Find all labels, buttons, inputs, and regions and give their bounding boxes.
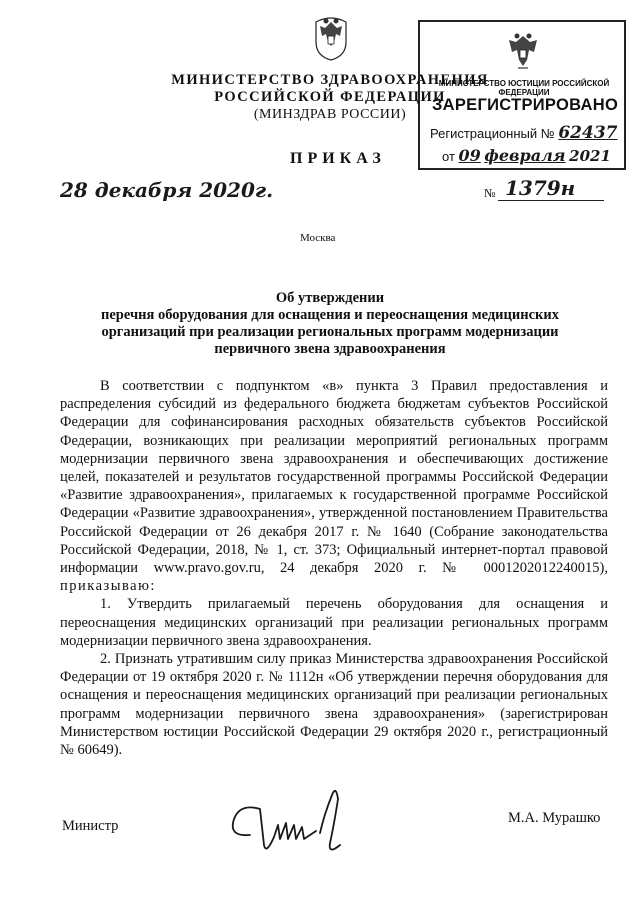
order-date: 28 декабря 2020г. — [60, 178, 274, 202]
stamp-emblem-icon — [504, 30, 542, 74]
signatory-position: Министр — [62, 818, 119, 834]
stamp-date-year: 2021 — [569, 147, 611, 165]
stamp-reg-label: Регистрационный № — [430, 126, 555, 141]
ministry-short-name: (МИНЗДРАВ РОССИИ) — [253, 107, 407, 122]
registration-stamp — [418, 20, 626, 170]
document-body — [60, 377, 608, 759]
stamp-reg-number-line — [430, 123, 618, 143]
order-number: 1379н — [505, 176, 576, 200]
order-number-underline — [498, 200, 604, 201]
stamp-registered: ЗАРЕГИСТРИРОВАНО — [432, 96, 619, 114]
order-action-word: приказываю: — [60, 578, 156, 595]
body-paragraph-preamble — [60, 377, 608, 595]
stamp-date-label: от — [442, 149, 455, 164]
coat-of-arms-emblem — [312, 12, 350, 62]
order-city: Москва — [300, 232, 336, 244]
stamp-date-month: февраля — [484, 146, 566, 165]
body-paragraph-2: 2. Признать утратившим силу приказ Министерства здравоохранения Российской Федерации от 19 октября 2020 г. № 1112н «Об утверждении перечня оборудования для оснащения и переоснащения медицинских организаций при реализации региональных программ модернизации первичного звена здравоохранения» (зарегистрирован Министерством юстиции Российской Федерации 29 октября 2020 г., регистрационный № 60649). — [60, 651, 608, 759]
stamp-reg-number: 62437 — [558, 123, 618, 143]
preamble-text: В соответствии с подпунктом «в» пункта 3 Правил предоставления и распределения субсидий из федерального бюджета бюджетам субъектов Российской Федерации для софинансирования расходных обязательств субъектов Российской Федерации, возникающих при реализации мероприятий региональных программ модернизации первичного звена здравоохранения и обеспечивающих достижение целей, показателей и результатов государственной программы Российской Федерации «Развитие здравоохранения», прилагаемых к государственной программе Российской Федерации «Развитие здравоохранения», утвержденной постановлением Правительства Российской Федерации от 26 декабря 2017 г. № 1640 (Собрание законодательства Российской Федерации, 2018, № 1, ст. 373; Официальный интернет-портал правовой информации www.pravo.gov.ru, 24 декабря 2020 г. № 0001202012240015), — [60, 378, 608, 577]
body-paragraph-1: 1. Утвердить прилагаемый перечень оборудования для оснащения и переоснащения медицинских организаций при реализации региональных программ модернизации первичного звена здравоохранения. — [60, 596, 608, 649]
handwritten-signature — [220, 775, 360, 870]
stamp-date-line — [442, 146, 611, 165]
stamp-date-day: 09 — [458, 146, 481, 165]
order-number-label: № — [484, 186, 496, 200]
document-title — [60, 290, 600, 358]
signatory-name: М.А. Мурашко — [508, 810, 601, 826]
order-title: ПРИКАЗ — [290, 150, 386, 167]
ministry-name-line2: РОССИЙСКОЙ ФЕДЕРАЦИИ — [214, 89, 446, 105]
stamp-ministry: МИНИСТЕРСТВО ЮСТИЦИИ РОССИЙСКОЙ ФЕДЕРАЦИИ — [438, 79, 610, 97]
document-title-line2: перечня оборудования для оснащения и переоснащения медицинских организаций при реализации региональных программ модернизации первичного звена здравоохранения — [101, 307, 559, 357]
document-title-line1: Об утверждении — [275, 290, 385, 306]
ministry-name-line1: МИНИСТЕРСТВО ЗДРАВООХРАНЕНИЯ — [171, 72, 489, 88]
